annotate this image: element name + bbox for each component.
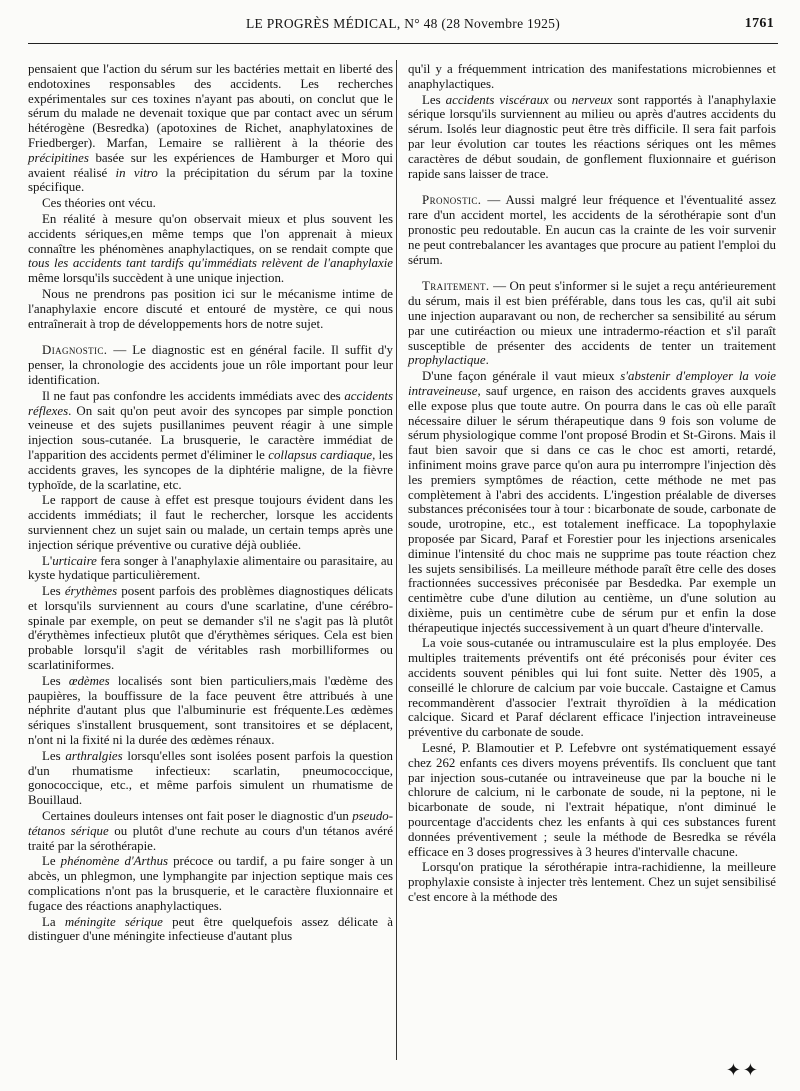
paragraph: L'urticaire fera songer à l'anaphylaxie alimentaire ou parasitaire, au kyste hydatique particulièrement.	[28, 553, 393, 583]
paragraph: Les arthralgies lorsqu'elles sont isolées posent parfois la question d'un rhumatisme infectieux: scarlatin, pneumococcique, gonococcique, etc., et même parfois simulent un rhumatisme de Bouillaud.	[28, 748, 393, 808]
paragraph: Les érythèmes posent parfois des problèmes diagnostiques délicats et lorsqu'ils surviennent au cours d'une scarlatine, d'une cérébro-spinale par exemple, on peut se demander s'il ne s'agit pas là plutôt d'érythèmes infectieux plutôt que d'érythèmes sériques. Cela est bien probable lorsqu'il s'agit de véritables rash morbilliformes ou scarlatiniformes.	[28, 584, 393, 673]
paragraph: Nous ne prendrons pas position ici sur le mécanisme intime de l'anaphylaxie encore discuté et entouré de mystère, ce qui nous entraînerait à trop de développements hors de notre sujet.	[28, 286, 393, 331]
paragraph: Les œdèmes localisés sont bien particuliers,mais l'œdème des paupières, la bouffissure de la face peuvent être attribués à une néphrite d'autant plus que l'albuminurie est fréquente.Les œdèmes sériques s'installent brusquement, sont transitoires et se déplacent, n'ont ni la fixité ni la durée des œdèmes rénaux.	[28, 673, 393, 748]
section-heading: Diagnostic.	[42, 343, 108, 358]
paragraph: En réalité à mesure qu'on observait mieux et plus souvent les accidents sériques,en même temps que l'on apprenait à mieux connaître les phénomènes anaphylactiques, on se rendait compte que tous les accidents tant tardifs qu'immédiats relèvent de l'anaphylaxie même lorsqu'ils succèdent à une unique injection.	[28, 211, 393, 286]
section-diagnostic: Diagnostic. — Le diagnostic est en général facile. Il suffit d'y penser, la chronologie des accidents joue un rôle important pour leur identification.	[28, 343, 393, 387]
paragraph: qu'il y a fréquemment intrication des manifestations microbiennes et anaphylactiques.	[408, 62, 776, 91]
section-heading: Traitement.	[422, 279, 490, 294]
paragraph: Certaines douleurs intenses ont fait poser le diagnostic d'un pseudo-tétanos sérique ou plutôt d'une rechute au cours d'un tétanos avéré traité par la sérothérapie.	[28, 809, 393, 853]
paragraph: Le phénomène d'Arthus précoce ou tardif, a pu faire songer à un abcès, un phlegmon, une lymphangite par injection septique mais ces complications n'ont pas la brusquerie, et le caractère fluxionnaire et fugace des réactions anaphylactiques.	[28, 854, 393, 913]
paragraph: Il ne faut pas confondre les accidents immédiats avec des accidents réflexes. On sait qu'on peut avoir des syncopes par simple ponction veineuse et des sujets pusillanimes peuvent réagir à une simple injection sous-cutanée. La brusquerie, le caractère immédiat de l'apparition des accidents permet d'éliminer le collapsus cardiaque, les accidents graves, les syncopes de la diphtérie maligne, de la fièvre typhoïde, de la scarlatine, etc.	[28, 388, 393, 492]
paragraph: Le rapport de cause à effet est presque toujours évident dans les accidents immédiats; il faut le rechercher, lorsque les accidents surviennent chez un sujet sain ou malade, un certain temps après une injection sérique préventive ou curative déjà oubliée.	[28, 493, 393, 552]
paragraph: D'une façon générale il vaut mieux s'abstenir d'employer la voie intraveineuse, sauf urgence, en raison des accidents graves auxquels elle expose plus que toute autre. On pourra dans le cas où elle paraît nécessaire diluer le sérum thérapeutique dans 9 fois son volume de sérum physiologique comme l'ont proposé Brodin et St-Girons. Mais il faut bien savoir que si dans ce cas le choc est amorti, retardé, infiniment moins grave parce qu'on aura pu interrompre l'injection dès les premiers symptômes de réaction, cette méthode ne met pas complètement à l'abri des accidents. L'ingestion préalable de diverses substances préconisées tour à tour : bicarbonate de soude, carbonate de soude, urotropine, etc., est totalement inefficace. La topophylaxie proposée par Sicard, Paraf et Forestier pour les injections arsenicales diminue l'intensité du choc mais ne supprime pas toute réaction chez les sujets sensibilisés. La meilleure méthode paraît être celle des doses fractionnées successives préconisée par Besdedka. Par exemple un centimètre cube d'une dilution au centième, un d'une solution au dixième, puis un centimètre cube de sérum pur et enfin la dose thérapeutique injectés successivement à un quart d'heure d'intervalle.	[408, 369, 777, 635]
right-column	[408, 62, 776, 906]
journal-title: LE PROGRÈS MÉDICAL, N° 48 (28 Novembre 1925)	[245, 16, 561, 31]
header-rule	[28, 43, 778, 44]
section-heading: Pronostic.	[422, 193, 482, 208]
paragraph: Ces théories ont vécu.	[42, 196, 156, 211]
section-pronostic: Pronostic. — Aussi malgré leur fréquence et l'éventualité assez rare d'un accident mortel, les accidents de la sérothérapie sont d'un pronostic peu redoutable. En aucun cas la crainte de les voir survenir ne peut contrebalancer les avantages que procure au patient l'emploi du sérum.	[408, 193, 776, 267]
paragraph: Lorsqu'on pratique la sérothérapie intra-rachidienne, la meilleure prophylaxie consiste à injecter très lentement. Chez un sujet sensibilisé c'est encore à la méthode des	[408, 860, 776, 905]
paragraph: La voie sous-cutanée ou intramusculaire est la plus employée. Des multiples traitements préventifs ont été préconisés pour éviter ces accidents souvent pénibles qui lui font suite. Netter dès 1905, a conseillé le chlorure de calcium par voie buccale. Castaigne et Camus recommandèrent d'associer l'extrait thyroïdien à la médication calcique. Sicard et Paraf déclarent efficace l'injection intraveineuse préventive du carbonate de soude.	[408, 636, 776, 740]
paragraph: Les accidents viscéraux ou nerveux sont rapportés à l'anaphylaxie sérique lorsqu'ils surviennent au milieu ou après d'autres accidents du sérum. Isolés leur diagnostic peut être très difficile. Il sera fait parfois par leur évolution car toutes les réactions sériques ont les mêmes caractères de début soudain, de gonflement fluxionnaire et guérison rapide sans laisser de trace.	[408, 92, 776, 181]
running-header	[28, 6, 778, 42]
footer-ornament: ✦✦	[725, 1060, 760, 1080]
paragraph: Lesné, P. Blamoutier et P. Lefebvre ont systématiquement essayé chez 262 enfants ces divers moyens préventifs. Ils concluent que tant par injection sous-cutanée ou intraveineuse que par la bouche ni le chlorure de calcium, ni le carbonate de soude, ni la peptone, ni le bicarbonate de soude, ni l'extrait hépatique, n'ont diminué le pourcentage d'accidents chez les enfants à qui ces substances furent données préventivement ; seule la méthode de Besredka se révéla efficace en 3 doses progressives à 3 heures d'intervalle chacune.	[408, 741, 776, 859]
section-traitement: Traitement. — On peut s'informer si le sujet a reçu antérieurement du sérum, mais il est bien préférable, dans tous les cas, qu'il ait subi une injection auparavant ou non, de rechercher sa sensibilité au sérum par une cutiréaction ou mieux une intradermo-réaction et s'il paraît susceptible de présenter des accidents de tenter un traitement prophylactique.	[408, 279, 776, 368]
paragraph: La méningite sérique peut être quelquefois assez délicate à distinguer d'une méningite infectieuse d'autant plus	[28, 914, 393, 944]
left-column	[28, 62, 393, 945]
column-divider	[396, 60, 397, 1060]
page-number: 1761	[744, 16, 774, 31]
paragraph: pensaient que l'action du sérum sur les bactéries mettait en liberté des endotoxines responsables des accidents. Les recherches expérimentales sur ces toxines n'ayant pas abouti, on conclut que le sérum du malade ne devenait toxique que par contact avec un sérum hétérogène (Besredka) (apotoxines de Richet, anaphylatoxines de Friedberger). Marfan, Lemaire se rallièrent à la théorie des précipitines basée sur les expériences de Hamburger et Moro qui avaient réalisé in vitro la précipitation du sérum par la toxine spécifique.	[28, 62, 393, 195]
